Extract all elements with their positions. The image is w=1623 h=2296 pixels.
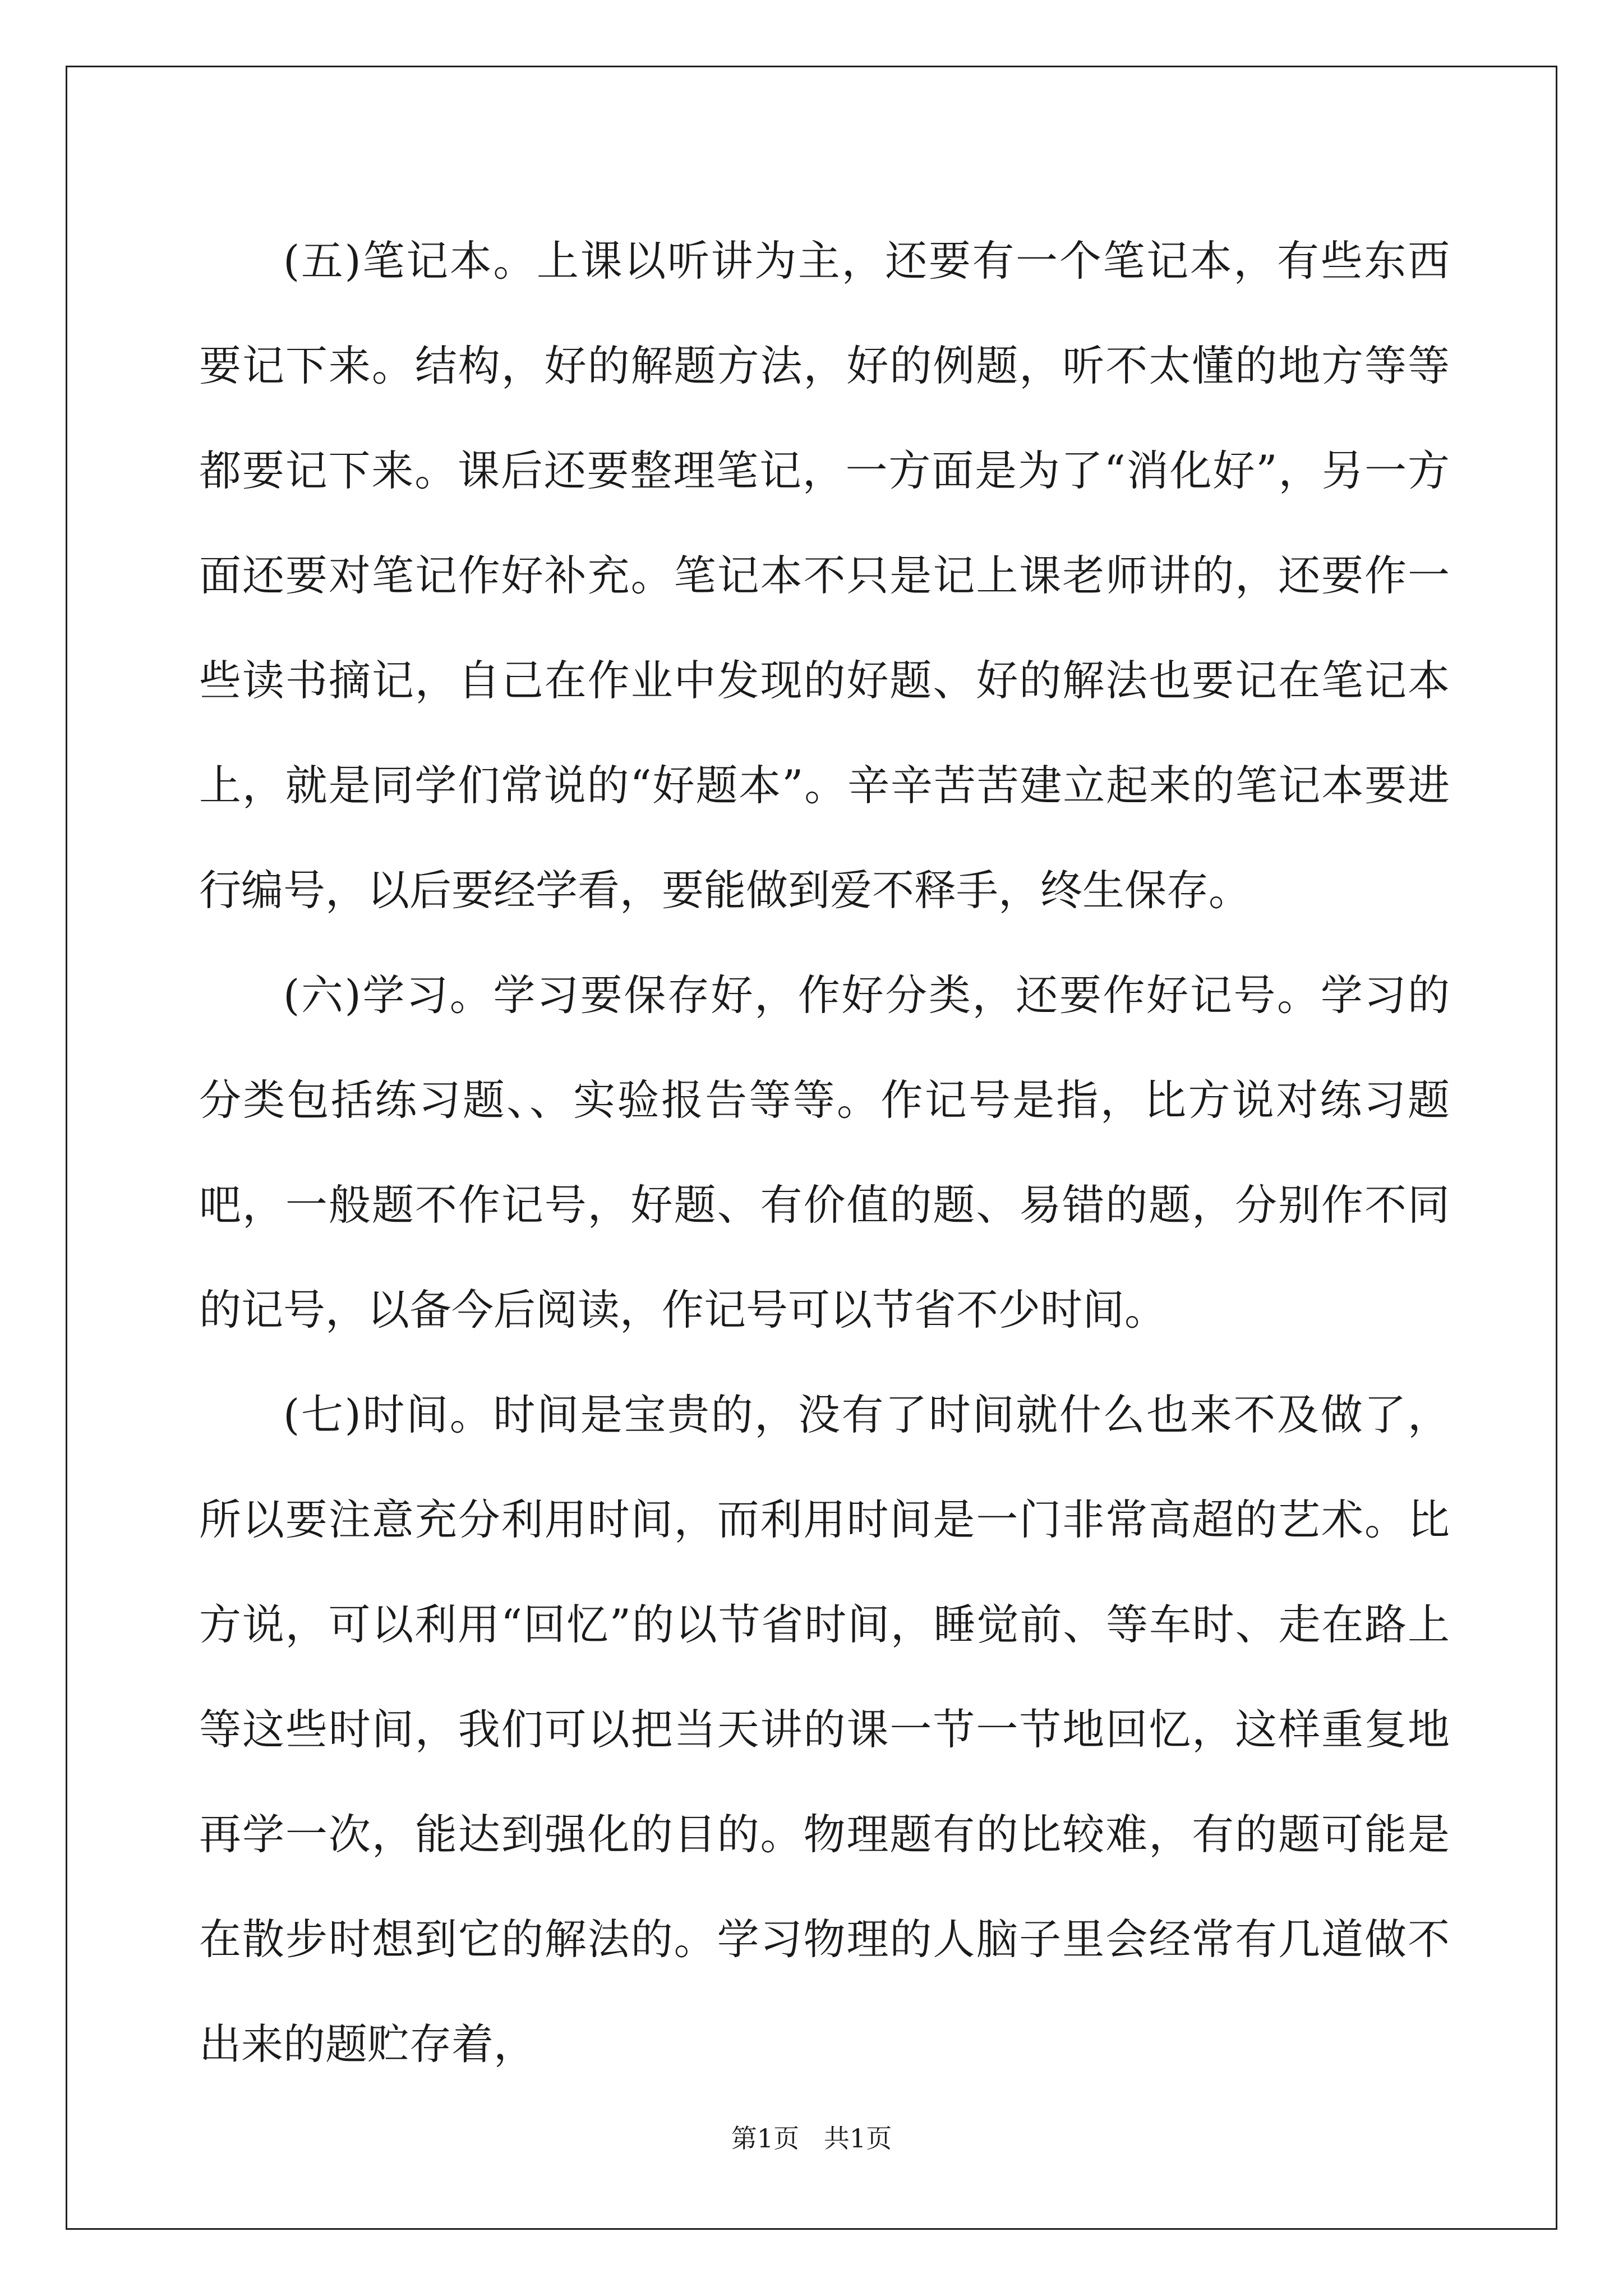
paragraph-time: (七)时间。时间是宝贵的，没有了时间就什么也来不及做了，所以要注意充分利用时间，而利用时间是一门非常高超的艺术。比方说，可以利用“回忆”的以节省时间，睡觉前、等车时、走在路上等这些时间，我们可以把当天讲的课一节一节地回忆，这样重复地再学一次，能达到强化的目的。物理题有的比较难，有的题可能是在散步时想到它的解法的。学习物理的人脑子里会经常有几道做不出来的题贮存着， bbox=[199, 1390, 1450, 2069]
paragraph-study: (六)学习。学习要保存好，作好分类，还要作好记号。学习的分类包括练习题、、实验报告等等。作记号是指，比方说对练习题吧，一般题不作记号，好题、有价值的题、易错的题，分别作不同的记号，以备今后阅读，作记号可以节省不少时间。 bbox=[199, 970, 1450, 1335]
page-number-footer: 第1页 共1页 bbox=[731, 2123, 892, 2154]
document-body bbox=[199, 209, 1450, 2097]
paragraph-notebook: (五)笔记本。上课以听讲为主，还要有一个笔记本，有些东西要记下来。结构，好的解题方法，好的例题，听不太懂的地方等等都要记下来。课后还要整理笔记，一方面是为了“消化好”，另一方面还要对笔记作好补充。笔记本不只是记上课老师讲的，还要作一些读书摘记，自己在作业中发现的好题、好的解法也要记在笔记本上，就是同学们常说的“好题本”。辛辛苦苦建立起来的笔记本要进行编号，以后要经学看，要能做到爱不释手，终生保存。 bbox=[199, 236, 1450, 915]
